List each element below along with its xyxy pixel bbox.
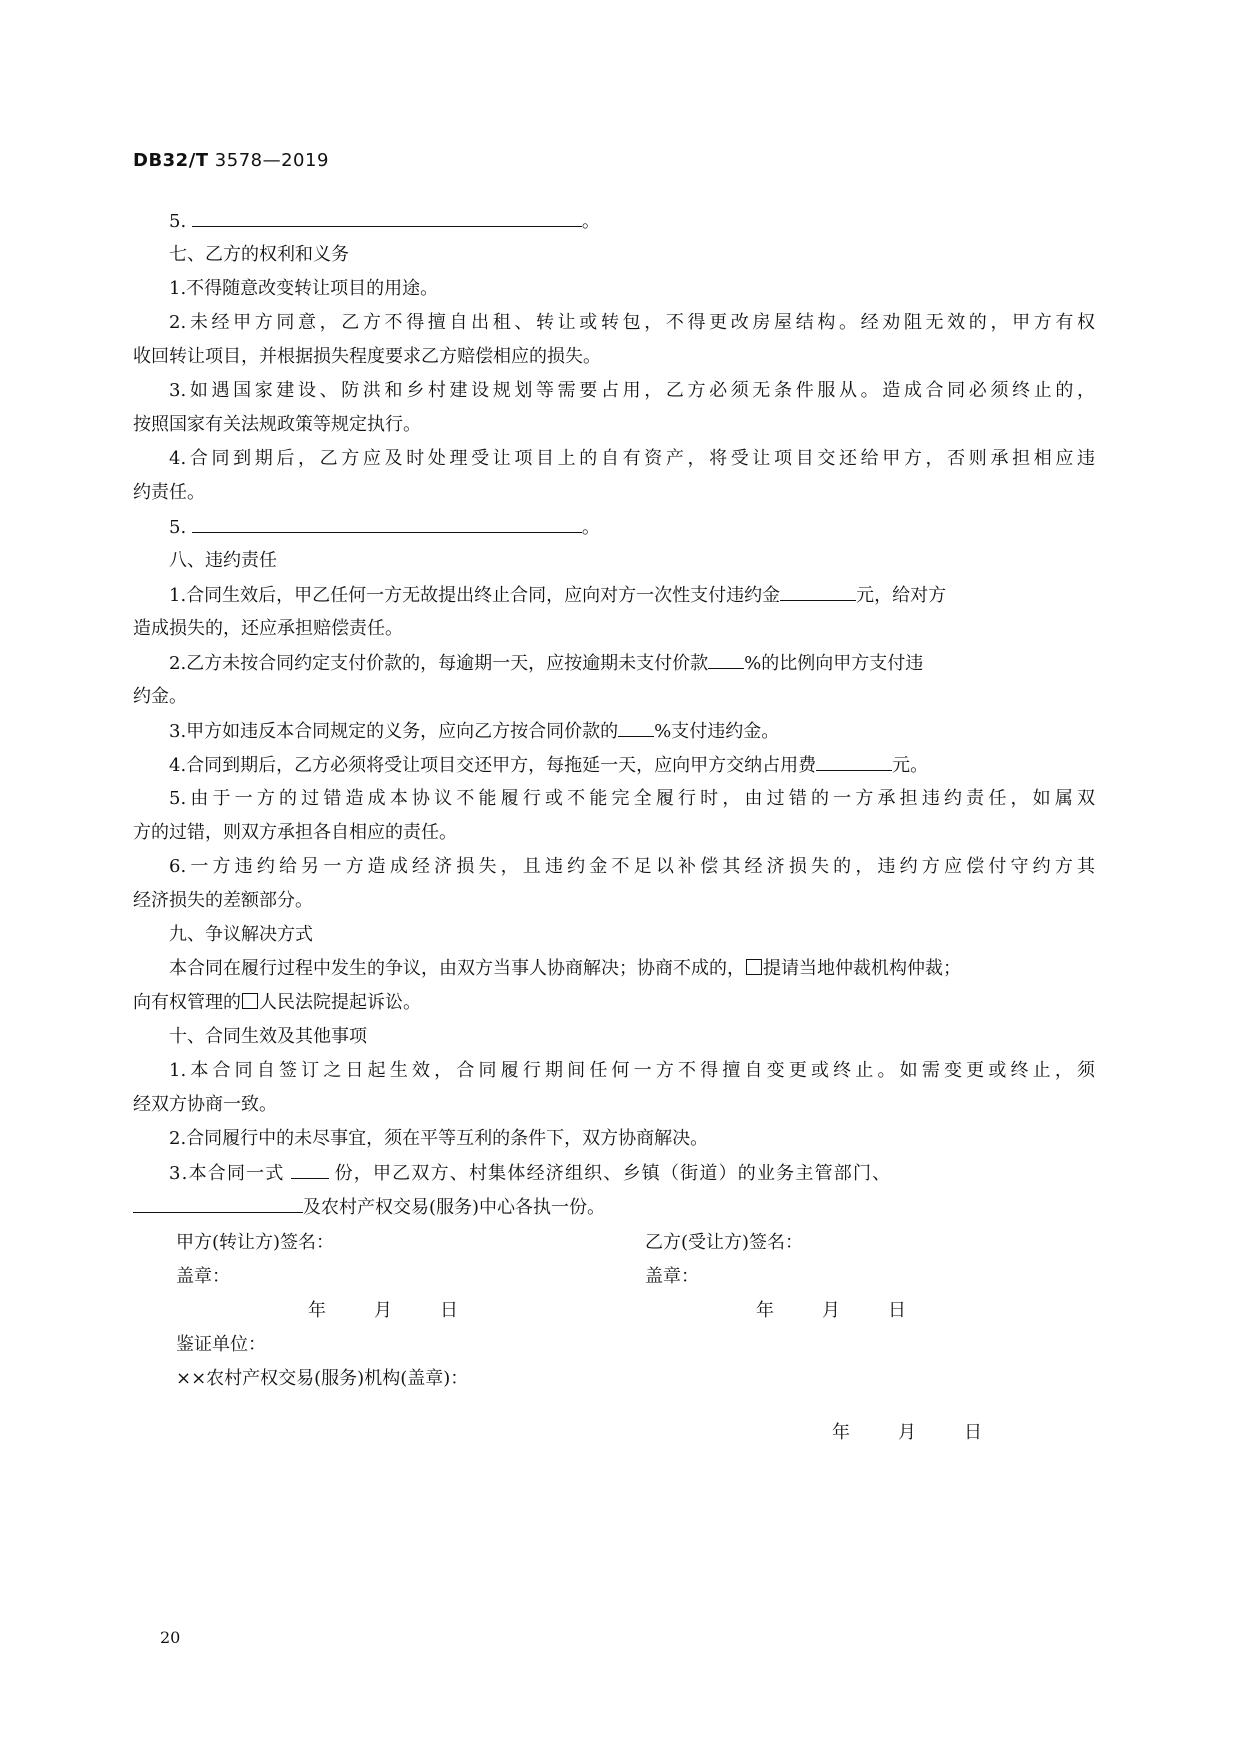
party-a-seal-label: 盖章： — [176, 1266, 230, 1287]
section-9-text-cont: 向有权管理的 人民法院提起诉讼。 — [133, 992, 421, 1013]
page-number: 20 — [160, 1628, 181, 1647]
section-10-item-2: 2.合同履行中的未尽事宜，须在平等互利的条件下，双方协商解决。 — [169, 1128, 709, 1149]
section-8-title: 八、违约责任 — [169, 550, 277, 571]
penalty-rate-blank[interactable] — [618, 714, 654, 737]
section-10-item-1: 1.本合同自签订之日起生效，合同履行期间任何一方不得擅自变更或终止。如需变更或终止，须 — [169, 1060, 1095, 1081]
fill-blank[interactable] — [192, 204, 582, 227]
occupancy-fee-blank[interactable] — [816, 748, 892, 771]
section-8-item-2-cont: 约金。 — [133, 686, 187, 707]
party-a-date: 年 月 日 — [308, 1300, 458, 1321]
section-7-item-3: 3.如遇国家建设、防洪和乡村建设规划等需要占用，乙方必须无条件服从。造成合同必须终止的， — [169, 380, 1095, 401]
section-7-item-5: 5. 。 — [133, 510, 1095, 544]
section-8-item-1: 1.合同生效后，甲乙任何一方无故提出终止合同，应向对方一次性支付违约金 元，给对方 — [133, 578, 1095, 612]
section-8-item-6: 6.一方违约给另一方造成经济损失，且违约金不足以补偿其经济损失的，违约方应偿付守约方其 — [169, 856, 1095, 877]
verifier-label: 鉴证单位： — [176, 1334, 266, 1355]
party-a-signature-label: 甲方(转让方)签名： — [176, 1232, 335, 1253]
item-6-5: 5. 。 — [133, 204, 1095, 238]
section-10-item-3: 3.本合同一式 份，甲乙双方、村集体经济组织、乡镇（街道）的业务主管部门、 — [133, 1156, 1095, 1190]
section-7-title: 七、乙方的权利和义务 — [169, 244, 349, 265]
section-8-item-6-cont: 经济损失的差额部分。 — [133, 890, 313, 911]
party-b-signature-label: 乙方(受让方)签名： — [645, 1232, 804, 1253]
agency-seal-label: ××农村产权交易(服务)机构(盖章)： — [176, 1368, 469, 1389]
section-8-item-5: 5.由于一方的过错造成本协议不能履行或不能完全履行时，由过错的一方承担违约责任，如属双 — [169, 788, 1095, 809]
section-7-item-4: 4.合同到期后，乙方应及时处理受让项目上的自有资产，将受让项目交还给甲方，否则承担相应违 — [169, 448, 1095, 469]
section-8-item-5-cont: 方的过错，则双方承担各自相应的责任。 — [133, 822, 457, 843]
section-9-title: 九、争议解决方式 — [169, 924, 313, 945]
copies-blank[interactable] — [291, 1156, 329, 1179]
section-9-text: 本合同在履行过程中发生的争议，由双方当事人协商解决；协商不成的， 提请当地仲裁机构仲裁； — [169, 958, 961, 979]
section-10-item-1-cont: 经双方协商一致。 — [133, 1094, 277, 1115]
party-b-date: 年 月 日 — [756, 1300, 906, 1321]
party-b-seal-label: 盖章： — [645, 1266, 699, 1287]
section-7-item-2-cont: 收回转让项目，并根据损失程度要求乙方赔偿相应的损失。 — [133, 346, 601, 367]
verifier-date: 年 月 日 — [832, 1422, 982, 1443]
section-10-item-3-cont: 及农村产权交易(服务)中心各执一份。 — [133, 1190, 1095, 1224]
contract-body — [133, 204, 1095, 1224]
agency-blank[interactable] — [133, 1190, 303, 1213]
standard-number: 3578—2019 — [214, 150, 329, 171]
late-rate-blank[interactable] — [708, 646, 744, 669]
section-7-item-1: 1.不得随意改变转让项目的用途。 — [169, 278, 439, 299]
section-10-title: 十、合同生效及其他事项 — [169, 1026, 367, 1047]
arbitration-checkbox[interactable] — [746, 959, 762, 975]
penalty-amount-blank[interactable] — [780, 578, 856, 601]
section-7-item-2: 2.未经甲方同意，乙方不得擅自出租、转让或转包，不得更改房屋结构。经劝阻无效的，甲方有权 — [169, 312, 1095, 333]
fill-blank[interactable] — [192, 510, 582, 533]
section-8-item-3: 3.甲方如违反本合同规定的义务，应向乙方按合同价款的 %支付违约金。 — [133, 714, 1095, 748]
court-checkbox[interactable] — [242, 993, 258, 1009]
section-7-item-4-cont: 约责任。 — [133, 482, 205, 503]
standard-code: DB32/T — [133, 150, 209, 171]
section-8-item-1-cont: 造成损失的，还应承担赔偿责任。 — [133, 618, 403, 639]
section-7-item-3-cont: 按照国家有关法规政策等规定执行。 — [133, 414, 421, 435]
section-8-item-2: 2.乙方未按合同约定支付价款的，每逾期一天，应按逾期未支付价款 %的比例向甲方支付违 — [133, 646, 1095, 680]
document-header — [133, 150, 329, 171]
section-8-item-4: 4.合同到期后，乙方必须将受让项目交还甲方，每拖延一天，应向甲方交纳占用费 元。 — [133, 748, 1095, 782]
